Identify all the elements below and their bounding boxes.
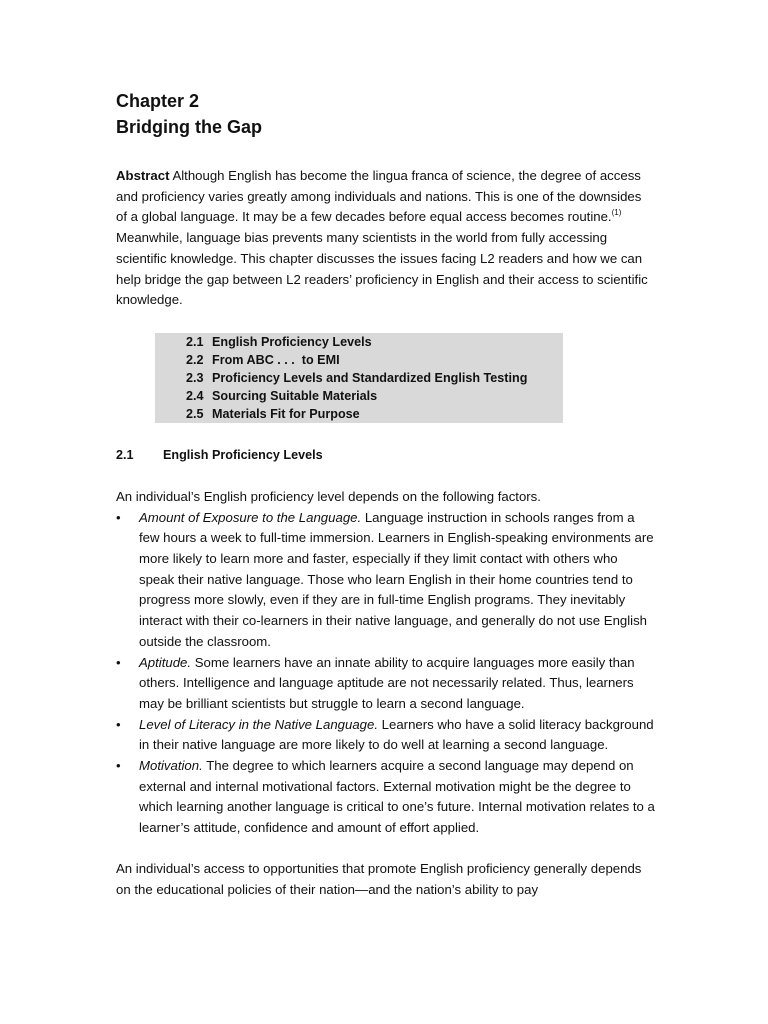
- toc-item-number: 2.4: [186, 388, 204, 403]
- toc-item[interactable]: [186, 387, 563, 405]
- section-intro: An individual’s English proficiency level depends on the following factors.: [116, 488, 541, 504]
- toc-item-label: Sourcing Suitable Materials: [212, 388, 378, 403]
- section-contents-box: [155, 333, 563, 423]
- toc-item[interactable]: [186, 405, 563, 423]
- toc-item-label: English Proficiency Levels: [212, 334, 372, 349]
- toc-item-number: 2.1: [186, 334, 204, 349]
- abstract-text-1: Although English has become the lingua franca of science, the degree of access and proficiency varies greatly among individuals and nations. This is one of the downsides of a global language. It may be a few decades before equal access becomes routine.: [116, 168, 642, 225]
- section-heading: [116, 445, 656, 465]
- section-number: 2.1: [116, 447, 134, 462]
- abstract-label: Abstract: [116, 168, 170, 183]
- factor-text: Learners who have a solid literacy background in their native language are more likely to do well at learning a second language.: [139, 716, 654, 753]
- toc-item-number: 2.3: [186, 370, 204, 385]
- bullet-icon: •: [116, 758, 121, 774]
- toc-item-number: 2.2: [186, 352, 204, 367]
- factor-term: Amount of Exposure to the Language.: [139, 509, 362, 525]
- chapter-number: Chapter 2: [116, 91, 200, 111]
- bullet-icon: •: [116, 716, 121, 732]
- toc-item[interactable]: [186, 351, 563, 369]
- list-item: [116, 653, 656, 715]
- factor-term: Motivation.: [139, 758, 203, 774]
- factor-text: Some learners have an innate ability to acquire languages more easily than others. Intelligence and language aptitude are not necessarily related. Thus, learners may be brilliant scientists but struggle to learn a second language.: [139, 654, 635, 711]
- factor-text: Language instruction in schools ranges from a few hours a week to full-time immersion. Learners in English-speaking environments are more likely to learn more and faster, especially if they limit contact with others who speak their native language. Those who learn English in their home countries tend to progress more slowly, even if they are in full-time English programs. They inevitably interact with their co-learners in their native language, and generally do not use English outside the classroom.: [139, 509, 654, 649]
- chapter-heading: [116, 88, 656, 140]
- bullet-icon: •: [116, 509, 121, 525]
- factor-list: [116, 508, 656, 839]
- section-title: English Proficiency Levels: [163, 447, 323, 462]
- toc-item-label: From ABC . . . to EMI: [212, 352, 340, 367]
- list-item: [116, 715, 656, 756]
- toc-item[interactable]: [186, 369, 563, 387]
- chapter-title: Bridging the Gap: [116, 117, 262, 137]
- toc-item-label: Proficiency Levels and Standardized English Testing: [212, 370, 528, 385]
- page-content: [116, 88, 656, 900]
- list-item: [116, 508, 656, 653]
- bullet-icon: •: [116, 654, 121, 670]
- factor-term: Aptitude.: [139, 654, 192, 670]
- factor-text: The degree to which learners acquire a second language may depend on external and internal motivational factors. External motivation might be the degree to which learning another language is critical to one’s future. Internal motivation relates to a learner’s attitude, confidence and amount of effort applied.: [139, 758, 655, 836]
- toc-item[interactable]: [186, 333, 563, 351]
- abstract-paragraph: [116, 166, 656, 311]
- abstract-text-2: Meanwhile, language bias prevents many scientists in the world from fully accessing scientific knowledge. This chapter discusses the issues facing L2 readers and how we can help bridge the gap between L2 readers’ proficiency in English and their access to scientific knowledge.: [116, 230, 648, 308]
- list-item: [116, 756, 656, 839]
- toc-item-label: Materials Fit for Purpose: [212, 406, 360, 421]
- closing-paragraph: An individual’s access to opportunities that promote English proficiency generally depends on the educational policies of their nation—and the nation’s ability to pay: [116, 860, 642, 897]
- factor-term: Level of Literacy in the Native Language.: [139, 716, 378, 732]
- footnote-reference[interactable]: (1): [611, 208, 622, 218]
- toc-item-number: 2.5: [186, 406, 204, 421]
